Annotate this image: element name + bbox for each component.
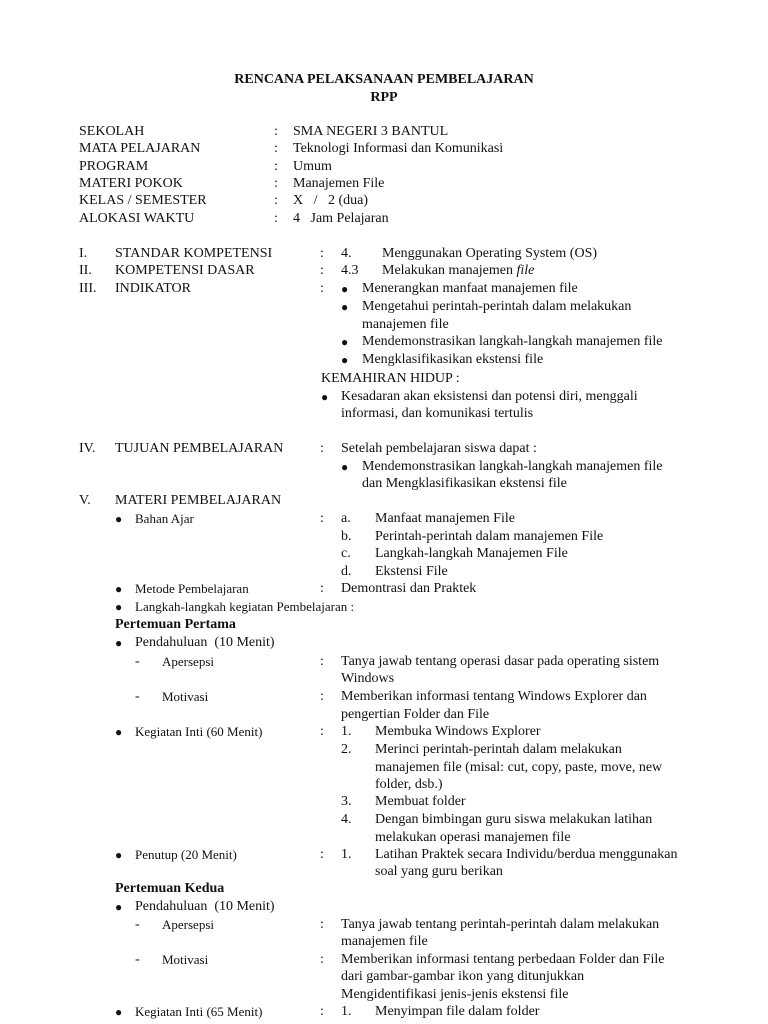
section-colon: :: [320, 1004, 324, 1019]
bahan-item: Ekstensi File: [375, 564, 448, 579]
section-number: V.: [79, 493, 91, 508]
identity-colon: :: [274, 176, 278, 191]
section-colon: :: [320, 654, 324, 669]
bahan-key: c.: [341, 546, 351, 561]
bullet-icon: ●: [115, 600, 123, 614]
pendahuluan-label: Pendahuluan (10 Menit): [135, 635, 275, 650]
indicator-item: Mengetahui perintah-perintah dalam melakukan: [362, 299, 632, 314]
meeting-title: Pertemuan Pertama: [115, 617, 236, 632]
step-number: 1.: [341, 1004, 352, 1019]
identity-colon: :: [274, 193, 278, 208]
bullet-icon: ●: [115, 848, 123, 862]
section-number: IV.: [79, 441, 96, 456]
motivasi-label: Motivasi: [162, 689, 209, 704]
identity-colon: :: [274, 211, 278, 226]
identity-label: MATERI POKOK: [79, 176, 183, 191]
step-text: Dengan bimbingan guru siswa melakukan latihan: [375, 812, 653, 827]
dash-icon: -: [135, 654, 140, 669]
indicator-item: Menerangkan manfaat manajemen file: [362, 281, 578, 296]
bullet-icon: ●: [321, 390, 329, 404]
identity-colon: :: [274, 124, 278, 139]
bahan-ajar-label: Bahan Ajar: [135, 511, 194, 526]
identity-value: SMA NEGERI 3 BANTUL: [293, 124, 449, 139]
doc-title: RENCANA PELAKSANAAN PEMBELAJARAN: [234, 72, 534, 87]
indicator-item: Mendemonstrasikan langkah-langkah manajemen file: [362, 334, 663, 349]
section-colon: :: [320, 724, 324, 739]
step-number: 3.: [341, 794, 352, 809]
motivasi-text: pengertian Folder dan File: [341, 707, 490, 722]
step-text: melakukan operasi manajemen file: [375, 830, 571, 845]
section-number: II.: [79, 263, 92, 278]
bullet-icon: ●: [341, 460, 349, 474]
step-number: 1.: [341, 847, 352, 862]
dash-icon: -: [135, 917, 140, 932]
step-text: Menyimpan file dalam folder: [375, 1004, 540, 1019]
section-number: III.: [79, 281, 97, 296]
doc-subtitle: RPP: [370, 90, 398, 105]
objective-intro: Setelah pembelajaran siswa dapat :: [341, 441, 537, 456]
step-text: Merinci perintah-perintah dalam melakukan: [375, 742, 622, 757]
step-text: soal yang guru berikan: [375, 864, 503, 879]
section-title: TUJUAN PEMBELAJARAN: [115, 441, 284, 456]
section-number: I.: [79, 246, 88, 261]
identity-label: SEKOLAH: [79, 124, 145, 139]
objective-text: Mendemonstrasikan langkah-langkah manajemen file: [362, 459, 663, 474]
identity-value: X / 2 (dua): [293, 193, 369, 208]
competency-text: Menggunakan Operating System (OS): [382, 246, 598, 261]
identity-value: Manajemen File: [293, 176, 385, 191]
step-number: 1.: [341, 724, 352, 739]
metode-value: Demontrasi dan Praktek: [341, 581, 477, 596]
section-title: STANDAR KOMPETENSI: [115, 246, 273, 261]
apersepsi-label: Apersepsi: [162, 654, 214, 669]
apersepsi-text: Tanya jawab tentang perintah-perintah dalam melakukan: [341, 917, 660, 932]
pendahuluan-label: Pendahuluan (10 Menit): [135, 899, 275, 914]
section-colon: :: [320, 263, 324, 278]
bahan-key: b.: [341, 529, 352, 544]
indicator-item: Mengklasifikasikan ekstensi file: [362, 352, 544, 367]
section-colon: :: [320, 246, 324, 261]
indicator-item-cont: manajemen file: [362, 317, 449, 332]
section-colon: :: [320, 952, 324, 967]
competency-code: 4.: [341, 246, 352, 261]
section-colon: :: [320, 689, 324, 704]
bullet-icon: ●: [115, 1005, 123, 1019]
step-text: folder, dsb.): [375, 777, 443, 792]
bullet-icon: ●: [115, 725, 123, 739]
objective-text: dan Mengklasifikasikan ekstensi file: [362, 476, 567, 491]
section-colon: :: [320, 847, 324, 862]
section-colon: :: [320, 281, 324, 296]
step-number: 4.: [341, 812, 352, 827]
bahan-key: d.: [341, 564, 352, 579]
penutup-label: Penutup (20 Menit): [135, 847, 237, 862]
step-text: Membuka Windows Explorer: [375, 724, 541, 739]
bullet-icon: ●: [341, 353, 349, 367]
bullet-icon: ●: [115, 582, 123, 596]
competency-code: 4.3: [341, 263, 359, 278]
identity-label: MATA PELAJARAN: [79, 141, 201, 156]
meeting-title: Pertemuan Kedua: [115, 881, 225, 896]
step-text: Membuat folder: [375, 794, 466, 809]
competency-text: [382, 262, 534, 279]
competency-text-main: Melakukan manajemen: [382, 263, 517, 278]
section-colon: :: [320, 581, 324, 596]
identity-colon: :: [274, 141, 278, 156]
bahan-item: Langkah-langkah Manajemen File: [375, 546, 568, 561]
bahan-item: Perintah-perintah dalam manajemen File: [375, 529, 604, 544]
life-skill-text: Kesadaran akan eksistensi dan potensi diri, menggali: [341, 389, 638, 404]
bahan-key: a.: [341, 511, 351, 526]
bullet-icon: ●: [341, 282, 349, 296]
section-colon: :: [320, 917, 324, 932]
identity-label: PROGRAM: [79, 159, 149, 174]
identity-value: 4 Jam Pelajaran: [293, 211, 389, 226]
dash-icon: -: [135, 952, 140, 967]
bullet-icon: ●: [341, 335, 349, 349]
step-text: manajemen file (misal: cut, copy, paste, move, new: [375, 760, 663, 775]
motivasi-text: Mengidentifikasi jenis-jenis ekstensi file: [341, 987, 569, 1002]
motivasi-label: Motivasi: [162, 952, 209, 967]
apersepsi-label: Apersepsi: [162, 917, 214, 932]
identity-label: ALOKASI WAKTU: [79, 211, 195, 226]
identity-label: KELAS / SEMESTER: [79, 193, 207, 208]
apersepsi-text: manajemen file: [341, 934, 428, 949]
apersepsi-text: Tanya jawab tentang operasi dasar pada operating sistem: [341, 654, 660, 669]
kegiatan-inti-label: Kegiatan Inti (65 Menit): [135, 1004, 263, 1019]
life-skill-title: KEMAHIRAN HIDUP :: [321, 371, 460, 386]
bullet-icon: ●: [341, 300, 349, 314]
dash-icon: -: [135, 689, 140, 704]
bahan-item: Manfaat manajemen File: [375, 511, 515, 526]
identity-colon: :: [274, 159, 278, 174]
identity-value: Umum: [293, 159, 332, 174]
section-title: MATERI PEMBELAJARAN: [115, 493, 282, 508]
step-text: Latihan Praktek secara Individu/berdua menggunakan: [375, 847, 678, 862]
bullet-icon: ●: [115, 512, 123, 526]
metode-label: Metode Pembelajaran: [135, 581, 249, 596]
section-colon: :: [320, 441, 324, 456]
motivasi-text: dari gambar-gambar ikon yang ditunjukkan: [341, 969, 585, 984]
section-title: KOMPETENSI DASAR: [115, 263, 255, 278]
section-colon: :: [320, 511, 324, 526]
kegiatan-inti-label: Kegiatan Inti (60 Menit): [135, 724, 263, 739]
identity-value: Teknologi Informasi dan Komunikasi: [293, 141, 504, 156]
langkah-label: Langkah-langkah kegiatan Pembelajaran :: [135, 599, 355, 614]
life-skill-text: informasi, dan komunikasi tertulis: [341, 406, 534, 421]
motivasi-text: Memberikan informasi tentang Windows Explorer dan: [341, 689, 647, 704]
step-number: 2.: [341, 742, 352, 757]
bullet-icon: ●: [115, 636, 123, 650]
section-title: INDIKATOR: [115, 281, 191, 296]
bullet-icon: ●: [115, 900, 123, 914]
competency-text-italic: file: [516, 263, 535, 278]
motivasi-text: Memberikan informasi tentang perbedaan Folder dan File: [341, 952, 665, 967]
apersepsi-text: Windows: [341, 671, 395, 686]
